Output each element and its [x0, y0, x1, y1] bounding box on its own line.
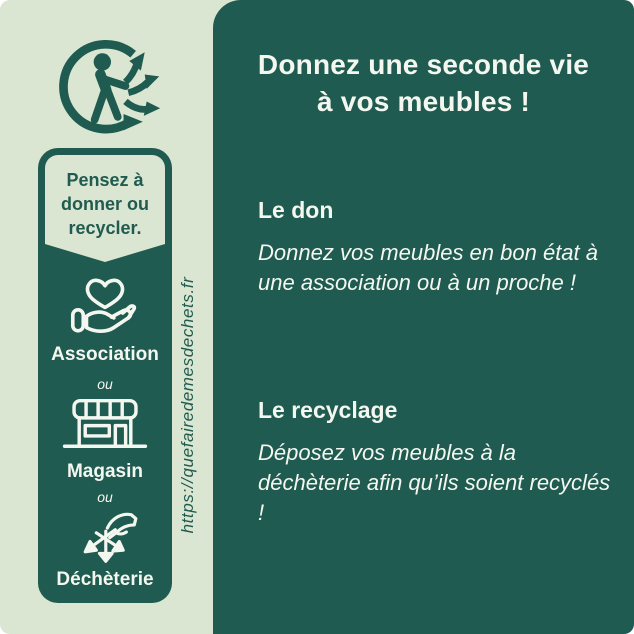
section-body-don: Donnez vos meubles en bon état à une association ou à un proche !: [258, 240, 599, 295]
section-recyclage: [258, 396, 620, 528]
ribbon-label-line-3: recycler.: [68, 218, 142, 238]
info-panel: [213, 0, 634, 634]
option-label-association: Association: [51, 344, 159, 365]
separator-ou: ou: [97, 489, 113, 505]
section-heading-don: Le don: [258, 197, 334, 223]
ribbon-label: [45, 155, 165, 244]
section-heading-recyclage: Le recyclage: [258, 397, 398, 423]
triman-recycling-icon: [58, 34, 164, 140]
website-url-vertical[interactable]: https://quefairedemesdechets.fr: [178, 276, 197, 534]
donation-ribbon: [38, 148, 172, 603]
ribbon-label-line-1: Pensez à: [66, 170, 144, 190]
hand-sorting-arrows-icon: [71, 507, 139, 565]
ribbon-notch: [45, 244, 165, 262]
section-don: [258, 196, 620, 298]
page-title-line-2: à vos meubles !: [316, 86, 531, 117]
option-label-decheterie: Déchèterie: [56, 569, 154, 590]
ribbon-label-line-2: donner ou: [61, 194, 149, 214]
section-body-recyclage: Déposez vos meubles à la déchèterie afin qu’ils soient recyclés !: [258, 440, 611, 525]
page-title: [213, 46, 634, 120]
page-title-line-1: Donnez une seconde vie: [257, 49, 590, 80]
heart-in-hand-icon: [68, 276, 142, 334]
storefront-icon: [62, 398, 148, 455]
separator-ou: ou: [97, 376, 113, 392]
option-label-magasin: Magasin: [66, 461, 144, 482]
